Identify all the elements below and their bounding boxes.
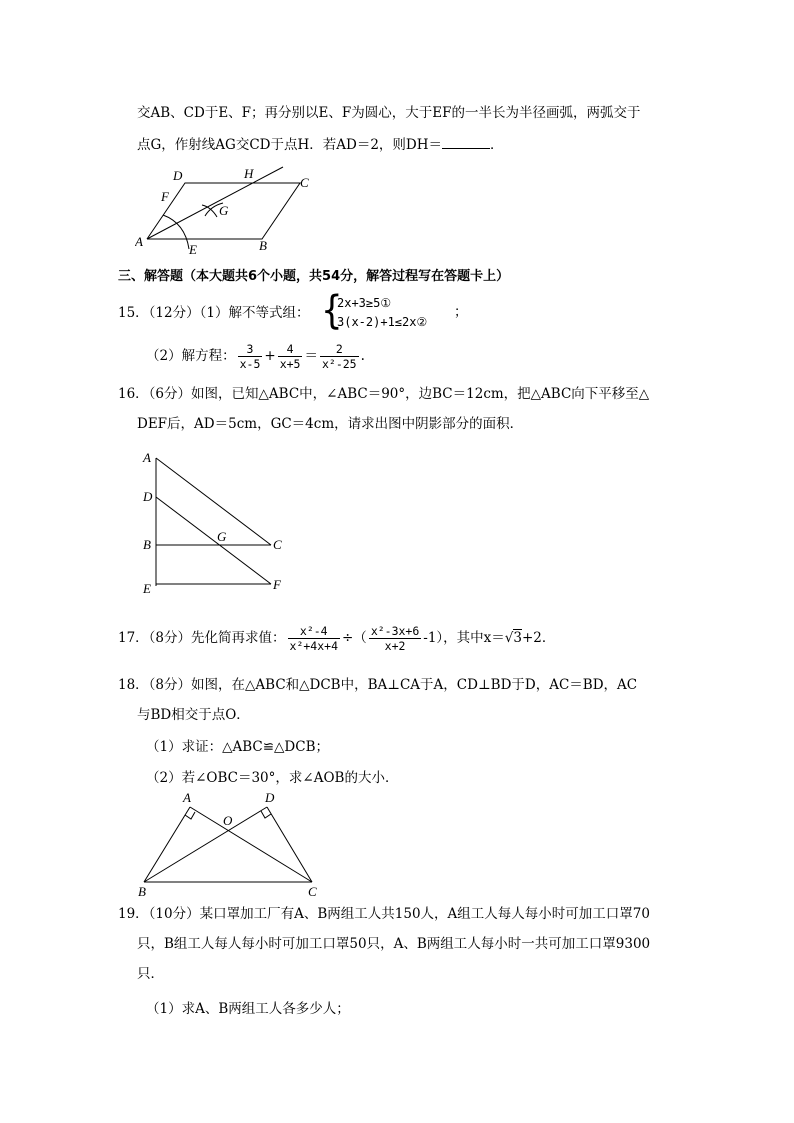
label-a: A xyxy=(143,450,151,465)
label-o: O xyxy=(223,813,233,828)
q17-fraction-1-num: x²-4 xyxy=(288,624,340,639)
arc-ef xyxy=(163,215,189,249)
q14-line1: 交AB、CD于E、F；再分别以E、F为圆心，大于EF的一半长为半径画弧，两弧交于 xyxy=(137,105,641,121)
label-f: F xyxy=(161,189,169,204)
label-c: C xyxy=(308,884,317,899)
label-e: E xyxy=(143,581,151,596)
q17-fraction-1-den: x²+4x+4 xyxy=(289,639,338,653)
q19-line2: 只，B组工人每人每小时可加工口罩50只，A、B两组工人每小时一共可加工口罩9300 xyxy=(137,936,651,952)
q17-end: +2． xyxy=(522,630,556,646)
label-c: C xyxy=(300,175,309,190)
label-h: H xyxy=(244,166,254,181)
plus-sign: + xyxy=(264,348,276,364)
q14-line2-text: 点G，作射线AG交CD于点H．若AD＝2，则DH＝ xyxy=(137,137,443,153)
equals-sign: ＝ xyxy=(304,348,318,364)
q18-part1: （1）求证：△ABC≌△DCB； xyxy=(146,739,329,755)
label-g: G xyxy=(217,529,227,544)
ineq-2: 3(x-2)+1≤2x② xyxy=(337,315,428,329)
label-b: B xyxy=(138,884,146,899)
q16-translation-figure xyxy=(140,448,300,598)
label-e: E xyxy=(189,242,197,255)
q16-line2: DEF后，AD＝5cm，GC＝4cm，请求出图中阴影部分的面积． xyxy=(137,416,524,432)
q15-end: . xyxy=(360,348,365,364)
q18-triangles-figure xyxy=(135,790,325,902)
fraction-2 xyxy=(278,342,303,371)
q17-fraction-2 xyxy=(369,624,421,653)
label-g: G xyxy=(219,203,229,218)
system-brace: { xyxy=(321,288,343,334)
q18-line1: 18．（8分）如图，在△ABC和△DCB中，BA⊥CA于A，CD⊥BD于D，AC＝BD，AC xyxy=(118,677,638,693)
q16-line1: 16．（6分）如图，已知△ABC中，∠ABC＝90°，边BC＝12cm，把△ABC向下平移至△ xyxy=(118,386,650,402)
q14-parallelogram-figure xyxy=(135,165,315,255)
q15-part2 xyxy=(146,342,365,371)
section-heading: 三、解答题（本大题共6个小题，共54分，解答过程写在答题卡上） xyxy=(118,269,510,284)
divide-sign: ÷（ xyxy=(342,630,367,646)
q14-line2 xyxy=(137,134,504,155)
fraction-1 xyxy=(238,342,263,371)
ineq-1: 2x+3≥5① xyxy=(337,296,392,310)
label-a: A xyxy=(135,234,143,249)
fraction-2-den: x+5 xyxy=(279,357,301,371)
q17-lead: 17．（8分）先化简再求值： xyxy=(118,630,286,646)
label-b: B xyxy=(143,537,151,552)
label-d: D xyxy=(143,489,153,504)
q15-lead: 15．（12分）（1）解不等式组： xyxy=(118,305,310,321)
fraction-3 xyxy=(320,342,359,371)
sqrt-radicand: 3 xyxy=(513,630,522,646)
segment-ba xyxy=(144,807,190,882)
segment-ac xyxy=(156,458,271,545)
q14-period: ． xyxy=(490,137,504,153)
fraction-1-den: x-5 xyxy=(239,357,261,371)
label-d: D xyxy=(173,168,183,183)
sqrt-sign: √ xyxy=(504,630,514,646)
label-c: C xyxy=(273,537,282,552)
fraction-3-num: 2 xyxy=(320,342,359,357)
q19-line3: 只． xyxy=(137,966,164,982)
q15-part2-lead: （2）解方程： xyxy=(146,348,236,364)
q19-line1: 19．（10分）某口罩加工厂有A、B两组工人共150人，A组工人每人每小时可加工口罩70 xyxy=(118,906,650,922)
fraction-2-num: 4 xyxy=(278,342,303,357)
label-f: F xyxy=(273,577,281,592)
label-b: B xyxy=(259,238,267,253)
q17-fraction-1 xyxy=(288,624,340,653)
segment-cd xyxy=(267,807,312,882)
q15-semicolon: ； xyxy=(454,304,468,320)
segment-df xyxy=(156,497,271,584)
fraction-3-den: x²-25 xyxy=(321,357,357,371)
segment-ca xyxy=(190,807,312,882)
q18-part2: （2）若∠OBC＝30°，求∠AOB的大小． xyxy=(146,770,399,786)
label-d: D xyxy=(265,790,275,805)
segment-bd xyxy=(144,807,267,882)
answer-blank xyxy=(442,134,490,149)
q19-part1: （1）求A、B两组工人各多少人； xyxy=(146,1001,350,1017)
q17-condition: -1），其中x＝ xyxy=(423,630,505,646)
fraction-1-num: 3 xyxy=(238,342,263,357)
q18-line2: 与BD相交于点O． xyxy=(137,707,250,723)
q17-fraction-2-den: x+2 xyxy=(384,639,406,653)
label-a: A xyxy=(183,790,191,805)
q17-line xyxy=(118,624,555,653)
q17-fraction-2-num: x²-3x+6 xyxy=(370,624,420,638)
